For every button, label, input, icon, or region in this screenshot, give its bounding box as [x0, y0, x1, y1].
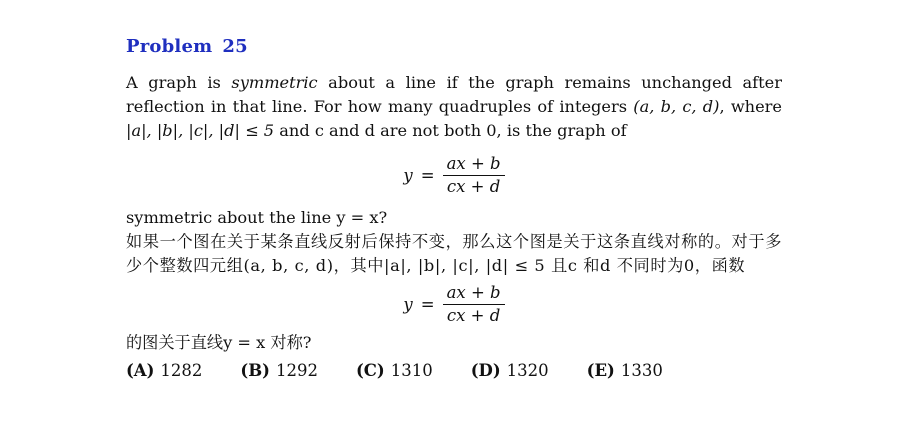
- answer-label: (A): [126, 361, 155, 380]
- fraction-denominator: cx + d: [446, 306, 501, 325]
- answer-label: (C): [355, 361, 385, 380]
- answer-value: 1330: [620, 361, 663, 380]
- fraction: [443, 282, 505, 327]
- equation-english: [126, 153, 782, 198]
- answer-label: (B): [240, 361, 270, 380]
- answer-choice-a[interactable]: [126, 361, 202, 380]
- equation-lhs: y: [403, 295, 413, 314]
- emphasis-symmetric: symmetric: [231, 73, 318, 92]
- fraction-numerator: ax + b: [446, 283, 501, 302]
- text-part: , where: [719, 97, 782, 116]
- equation-equals: =: [420, 295, 435, 314]
- math-bounds: |a|, |b|, |c|, |d| ≤ 5: [126, 121, 275, 140]
- answer-label: (E): [586, 361, 615, 380]
- math-tuple: (a, b, c, d): [633, 97, 720, 116]
- answer-value: 1282: [160, 361, 203, 380]
- answer-value: 1292: [275, 361, 318, 380]
- english-statement: [126, 71, 782, 143]
- text-part: A graph is: [126, 73, 232, 92]
- equation-chinese: [126, 282, 782, 327]
- answer-choice-d[interactable]: [471, 361, 549, 380]
- answer-choices: [126, 361, 782, 380]
- chinese-tail: 的图关于直线y = x 对称?: [126, 333, 312, 352]
- equation-lhs: y: [403, 166, 413, 185]
- text-part: about a line if the graph remains unchanged after reflection in that line. For how many quadruples of integers: [126, 73, 782, 116]
- answer-choice-e[interactable]: [587, 361, 663, 380]
- problem-title: [126, 36, 782, 57]
- answer-label: (D): [470, 361, 501, 380]
- equation-equals: =: [420, 166, 435, 185]
- answer-choice-c[interactable]: [356, 361, 433, 380]
- english-tail: symmetric about the line y = x?: [126, 208, 388, 227]
- answer-choice-b[interactable]: [240, 361, 318, 380]
- problem-number: 25: [222, 36, 248, 57]
- answer-value: 1310: [390, 361, 433, 380]
- problem-label: Problem: [126, 36, 213, 57]
- problem-page: [126, 36, 782, 380]
- fraction: [443, 153, 505, 198]
- fraction-numerator: ax + b: [446, 154, 501, 173]
- fraction-denominator: cx + d: [446, 177, 501, 196]
- answer-value: 1320: [506, 361, 549, 380]
- chinese-statement: 如果一个图在关于某条直线反射后保持不变，那么这个图是关于这条直线对称的。对于多少个整数四元组(a, b, c, d)，其中|a|, |b|, |c|, |d| ≤ 5 且c 和d 不同时为0，函数: [126, 232, 782, 275]
- text-part: and c and d are not both 0, is the graph of: [274, 121, 627, 140]
